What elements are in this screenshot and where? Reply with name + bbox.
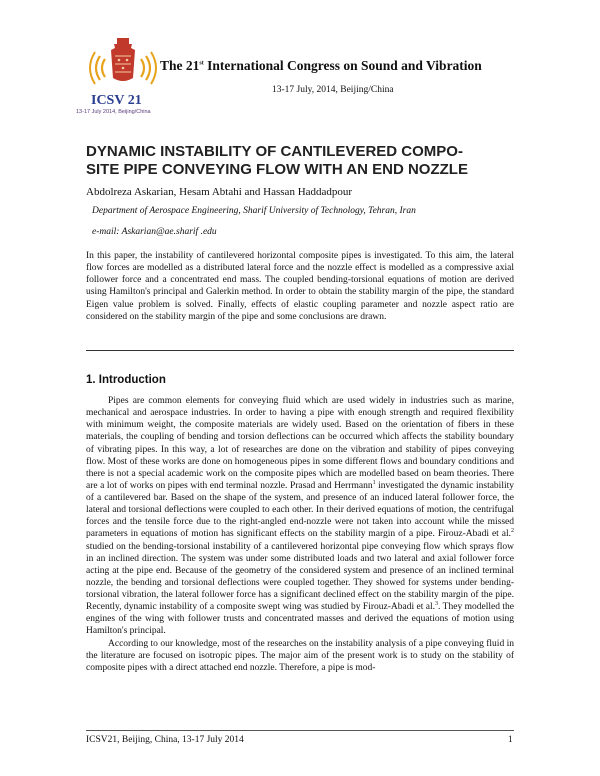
abstract-divider [86,350,514,351]
introduction-body [86,395,514,674]
paragraph-1: Pipes are common elements for conveying fluid which are used widely in industries such as marine, mechanical and aerospace industries. In order to having a pipe with enough strength and required flexibility with minimum weight, the composite materials are widely used. Based on the orientation of fibers in these materials, the coupling of bending and torsion deflections can be occurred which affects the stability boundary of vibrating pipes. In this way, a lot of researches are done on the vibration and stability of pipes conveying flow. Most of these works are done on homogeneous pipes in some different flows and boundary conditions and there is not a special academic work on the composite pipes which are modelled based on beam theories. There are a lot of works on pipes with end terminal nozzle. Prasad and Herrmann$^1$ investigated the dynamic instability of a cantilevered bar. Based on the shape of the system, and presence of an induced lateral follower force, the lateral and torsional deflections were coupled to each other. In their derived equations of motion, the centrifugal forces and the tensile force due to the right-angled end-nozzle were not taken into account while the missed parameters in equations of motion has significant effects on the stability margin of a pipe. Firouz-Abadi et al.$^2$ studied on the bending-torsional instability of a cantilevered horizontal pipe conveying flow which sprays flow in an inclined direction. The system was under some distributed loads and two lateral and axial follower force acting at the pipe end. Because of the geometry of the considered system and presence of an inclined terminal nozzle, the bending and torsional deflections were coupled together. They showed for systems under bending-torsional vibration, the lateral follower force has a significant declined effect on the stability margin of the pipe. Recently, dynamic instability of a composite swept wing was studied by Firouz-Abadi et al.$^3$. They modelled the engines of the wing with follower trusts and concentrated masses and derived the equations of motion using Hamilton's principal. [86,396,514,637]
footer-divider [86,730,514,731]
conference-date: 13-17 July, 2014, Beijing/China [272,85,394,95]
abstract: In this paper, the instability of cantilevered horizontal composite pipes is investigated. To this aim, the lateral flow forces are modelled as a distributed lateral force and the nozzle effect is modelled as a compressive axial follower force and a concentrated end mass. The coupled bending-torsional equations of motion are derived using Hamilton's principal and Galerkin method. In order to obtain the stability margin of the pipe, the standard Eigen value problem is solved. Finally, effects of elastic coupling parameter and nozzle aspect ratio are considered on the stability margin of the pipe and some conclusions are drawn. [86,251,514,322]
section-heading-introduction: 1. Introduction [86,374,166,386]
logo-date: 13-17 July 2014, Beijing/China [76,109,151,115]
affiliation: Department of Aerospace Engineering, Sharif University of Technology, Tehran, Iran [92,206,416,216]
paper-title [86,143,506,179]
footer-conference: ICSV21, Beijing, China, 13-17 July 2014 [86,735,244,745]
page-number: 1 [508,735,513,745]
email: e-mail: Askarian@ae.sharif .edu [92,227,217,237]
paper-title-line-2: SITE PIPE CONVEYING FLOW WITH AN END NOZZLE [86,161,468,178]
paragraph-2: According to our knowledge, most of the researches on the instability analysis of a pipe conveying fluid in the literature are focused on isotropic pipes. The major aim of the present work is to study on the stability of composite pipes with a direct attached end nozzle. Therefore, a pipe is mod- [86,638,514,673]
conference-logo [86,34,166,120]
logo-text: ICSV 21 [91,93,142,108]
authors: Abdolreza Askarian, Hesam Abtahi and Hassan Haddadpour [86,186,353,198]
logo-graphic [86,34,166,120]
paper-title-line-1: DYNAMIC INSTABILITY OF CANTILEVERED COMPO- [86,143,463,160]
conference-title: The 21st International Congress on Sound and Vibration [160,58,482,73]
